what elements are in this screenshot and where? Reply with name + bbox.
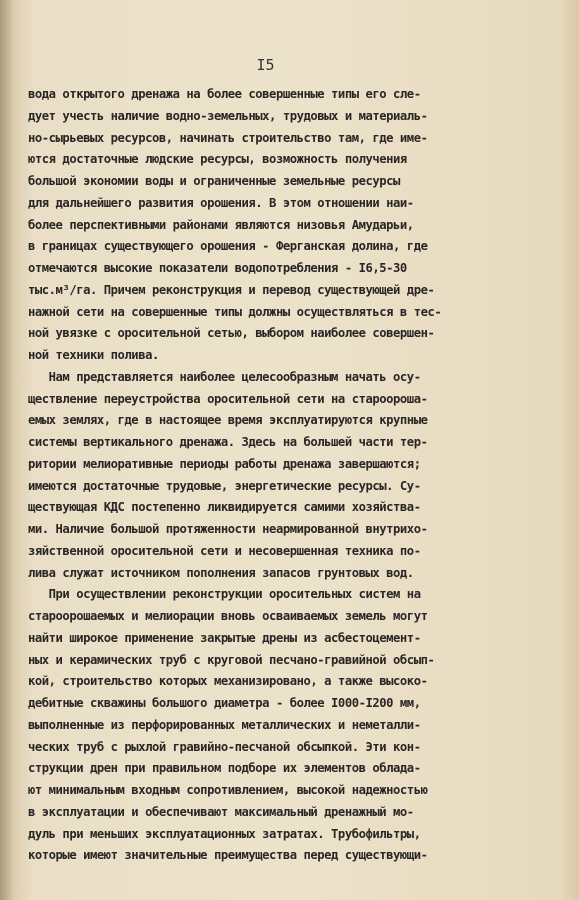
page-number: I5 (256, 56, 275, 74)
text-line: ческих труб с рыхлой гравийно-песчаной обсыпкой. Эти кон- (28, 739, 421, 754)
text-line: кой, строительство которых механизировано, а также высоко- (28, 674, 428, 689)
text-line: дуль при меньших эксплуатационных затратах. Трубофильтры, (28, 826, 421, 841)
text-line: лива служат источником пополнения запасов грунтовых вод. (28, 565, 414, 580)
text-line: ной увязке с оросительной сетью, выбором наиболее совершен- (28, 326, 435, 341)
text-line: отмечаются высокие показатели водопотребления - I6,5-30 (28, 261, 407, 275)
text-line: в эксплуатации и обеспечивают максимальный дренажный мо- (28, 804, 414, 819)
text-line: ных и керамических труб с круговой песчано-гравийной обсып- (28, 652, 435, 667)
text-line: ми. Наличие большой протяженности неармированной внутрихо- (28, 522, 428, 536)
text-line: найти широкое применение закрытые дрены из асбестоцемент- (28, 630, 421, 645)
text-line: более перспективными районами являются низовья Амударьи, (28, 217, 414, 232)
text-line: в границах существующего орошения - Ферганская долина, где (28, 239, 428, 254)
text-line: емых землях, где в настоящее время эксплуатируются крупные (28, 413, 428, 428)
text-line: системы вертикального дренажа. Здесь на большей части тер- (28, 435, 428, 449)
text-line: большой экономии воды и ограниченные земельные ресурсы (28, 174, 400, 188)
text-line: вода открытого дренажа на более совершенные типы его сле- (28, 87, 421, 101)
text-line: ритории мелиоративные периоды работы дренажа завершаются; (28, 456, 421, 471)
text-line: ществление переустройства оросительной сети на староороша- (28, 391, 428, 406)
text-line: выполненные из перфорированных металлических и неметалли- (28, 717, 421, 732)
page-binding-edge (0, 0, 14, 900)
text-line: дует учесть наличие водно-земельных, трудовых и материаль- (28, 108, 428, 123)
text-line: имеются достаточные трудовые, энергетические ресурсы. Су- (28, 478, 421, 493)
text-line: тыс.м³/га. Причем реконструкция и перевод существующей дре- (28, 282, 435, 297)
text-line: зяйственной оросительной сети и несовершенная техника по- (28, 543, 421, 558)
text-line: но-сырьевых ресурсов, начинать строительство там, где име- (28, 130, 428, 145)
text-line: которые имеют значительные преимущества перед существующи- (28, 848, 428, 863)
text-line: ются достаточные людские ресурсы, возможность получения (28, 152, 407, 167)
text-line: ной техники полива. (28, 348, 159, 362)
body-text (28, 84, 548, 867)
text-line: для дальнейшего развития орошения. В этом отношении наи- (28, 195, 414, 210)
text-line: При осуществлении реконструкции оросительных систем на (28, 587, 421, 602)
text-line: струкции дрен при правильном подборе их элементов облада- (28, 761, 421, 776)
text-line: ют минимальным входным сопротивлением, высокой надежностью (28, 783, 428, 797)
text-line: дебитные скважины большого диаметра - более I000-I200 мм, (28, 696, 421, 710)
text-line: нажной сети на совершенные типы должны осуществляться в тес- (28, 304, 442, 319)
text-line: староорошаемых и мелиорации вновь осваиваемых земель могут (28, 609, 428, 623)
text-line: Нам представляется наиболее целесообразным начать осу- (28, 369, 421, 384)
text-line: ществующая КДС постепенно ликвидируется самими хозяйства- (28, 500, 421, 515)
